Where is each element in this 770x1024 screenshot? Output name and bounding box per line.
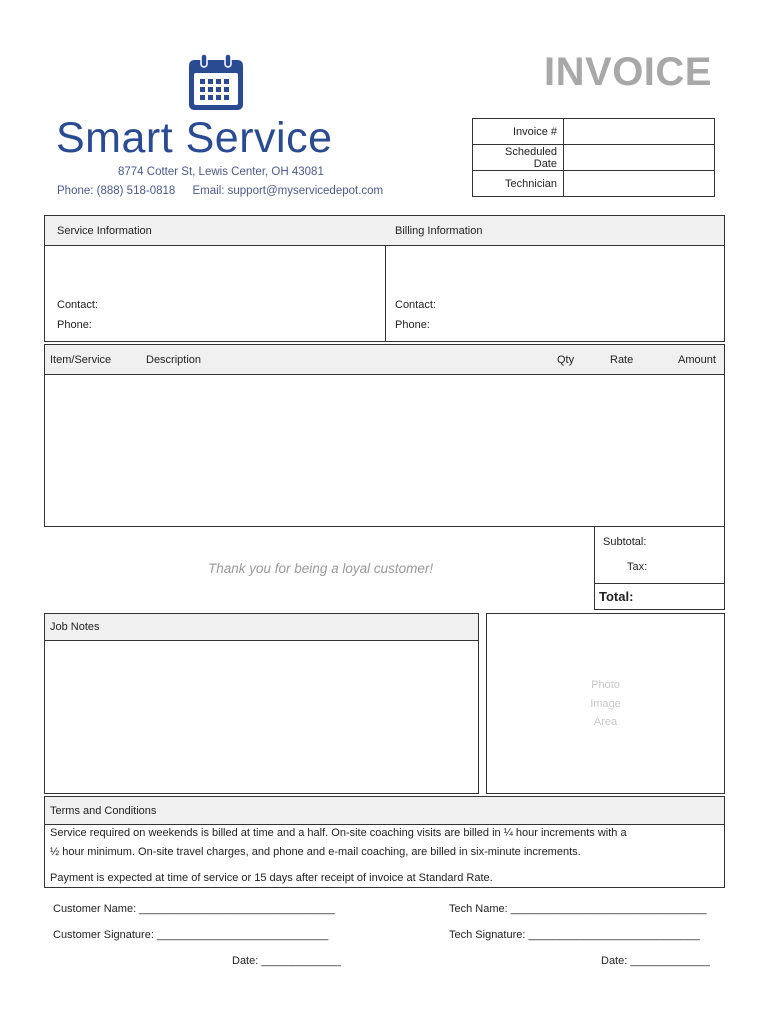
service-contact-label[interactable]: Contact: — [57, 299, 98, 311]
customer-date-field[interactable]: Date: _____________ — [232, 955, 341, 967]
calendar-icon — [188, 53, 244, 111]
company-phone: Phone: (888) 518-0818 — [57, 185, 176, 197]
company-name: Smart Service — [56, 114, 333, 162]
company-contact — [57, 185, 397, 197]
thank-you-message: Thank you for being a loyal customer! — [208, 561, 434, 576]
total-label: Total: — [599, 589, 634, 604]
info-section — [44, 215, 725, 342]
line-items-header — [45, 345, 724, 375]
col-description: Description — [146, 354, 202, 366]
invoice-meta-table — [472, 118, 715, 197]
service-info-header: Service Information — [57, 225, 152, 237]
col-rate: Rate — [610, 354, 634, 366]
terms-line-2: ½ hour minimum. On-site travel charges, and phone and e-mail coaching, are billed in six-minute increments. — [50, 846, 581, 858]
tech-date-field[interactable]: Date: _____________ — [601, 955, 710, 967]
photo-placeholder: Photo Image Area — [590, 679, 621, 728]
technician-field[interactable] — [564, 171, 715, 197]
totals-box — [594, 526, 725, 610]
invoice-number-label: Invoice # — [473, 119, 564, 145]
billing-contact-label[interactable]: Contact: — [395, 299, 436, 311]
customer-signature-field[interactable]: Customer Signature: ____________________________ — [53, 929, 329, 941]
billing-info-header: Billing Information — [395, 225, 483, 237]
terms-title: Terms and Conditions — [50, 805, 157, 817]
col-amount: Amount — [678, 354, 716, 366]
line-items-table[interactable] — [44, 344, 725, 527]
invoice-number-field[interactable] — [564, 119, 715, 145]
service-phone-label[interactable]: Phone: — [57, 319, 92, 331]
terms-section — [44, 796, 725, 888]
info-divider — [385, 245, 386, 342]
subtotal-label: Subtotal: — [603, 536, 647, 548]
info-header — [45, 216, 724, 246]
company-email: Email: support@myservicedepot.com — [192, 185, 384, 197]
tech-name-field[interactable]: Tech Name: ________________________________ — [449, 903, 707, 915]
tax-label: Tax: — [627, 561, 648, 573]
billing-phone-label[interactable]: Phone: — [395, 319, 430, 331]
company-address: 8774 Cotter St, Lewis Center, OH 43081 — [118, 166, 324, 178]
tech-signature-field[interactable]: Tech Signature: ____________________________ — [449, 929, 700, 941]
terms-line-3: Payment is expected at time of service or 15 days after receipt of invoice at Standard Rate. — [50, 872, 493, 884]
terms-line-1: Service required on weekends is billed at time and a half. On-site coaching visits are billed in ¼ hour increments with a — [50, 827, 627, 839]
col-qty: Qty — [557, 354, 575, 366]
job-notes-field[interactable] — [44, 640, 479, 794]
totals-divider — [595, 583, 724, 584]
job-notes-label: Job Notes — [50, 621, 100, 633]
terms-header — [45, 797, 724, 825]
page-title: INVOICE — [544, 50, 712, 94]
photo-image-area[interactable] — [486, 613, 725, 794]
col-item-service: Item/Service — [50, 354, 112, 366]
job-notes-header — [44, 613, 479, 641]
customer-name-field[interactable]: Customer Name: ________________________________ — [53, 903, 335, 915]
technician-label: Technician — [473, 171, 564, 197]
scheduled-date-label: Scheduled Date — [473, 145, 564, 171]
scheduled-date-field[interactable] — [564, 145, 715, 171]
